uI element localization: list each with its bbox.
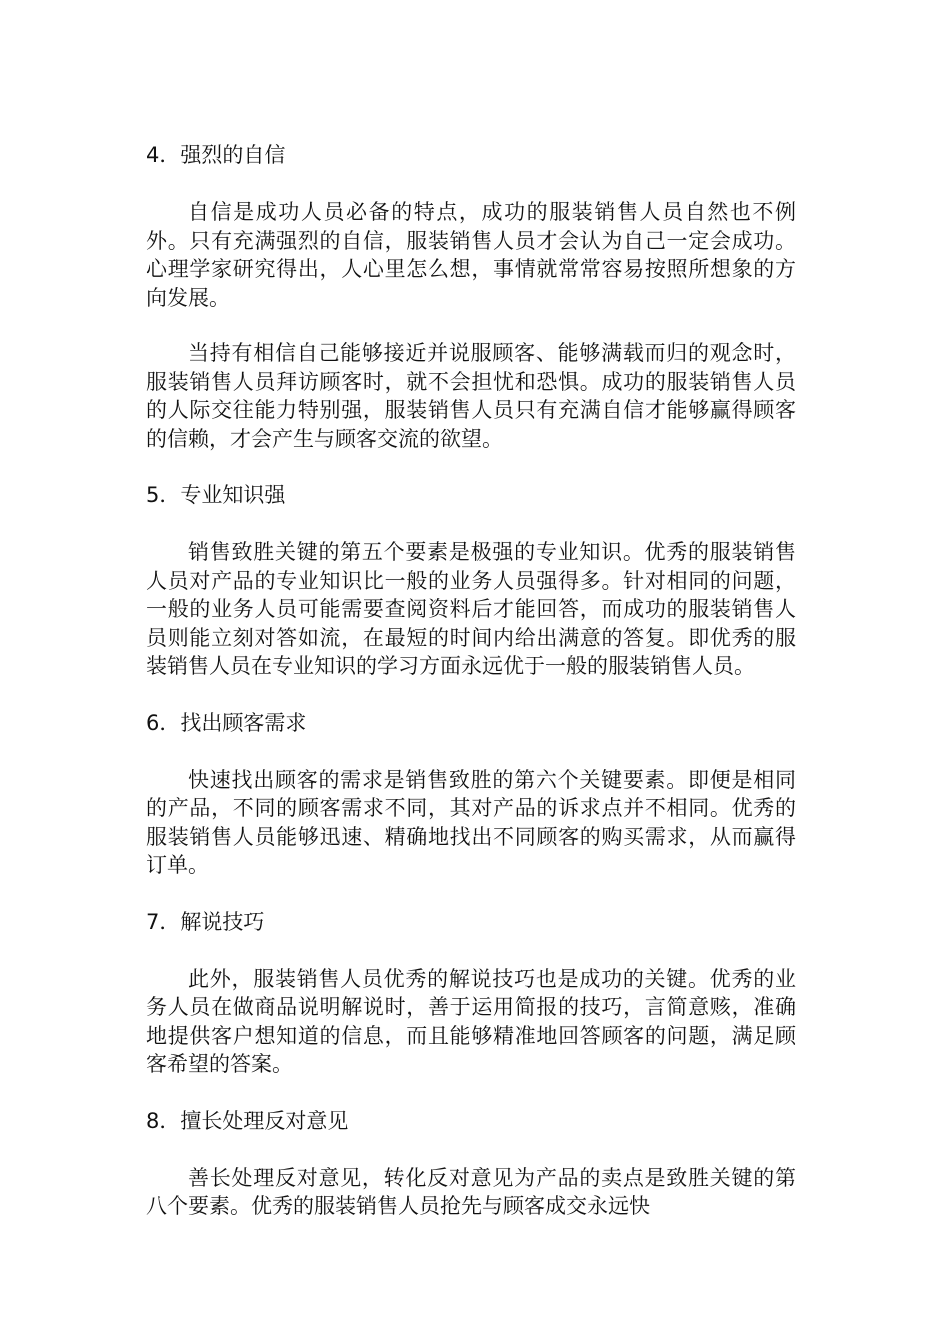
document-page (146, 140, 796, 1248)
paragraph: 销售致胜关键的第五个要素是极强的专业知识。优秀的服装销售人员对产品的专业知识比一般的业务人员强得多。针对相同的问题，一般的业务人员可能需要查阅资料后才能回答，而成功的服装销售人员则能立刻对答如流，在最短的时间内给出满意的答复。即优秀的服装销售人员在专业知识的学习方面永远优于一般的服装销售人员。 (146, 540, 796, 678)
paragraph: 此外，服装销售人员优秀的解说技巧也是成功的关键。优秀的业务人员在做商品说明解说时，善于运用简报的技巧，言简意赅，准确地提供客户想知道的信息，而且能够精准地回答顾客的问题，满足顾客希望的答案。 (146, 966, 796, 1076)
paragraph: 自信是成功人员必备的特点，成功的服装销售人员自然也不例外。只有充满强烈的自信，服装销售人员才会认为自己一定会成功。心理学家研究得出，人心里怎么想，事情就常常容易按照所想象的方向发展。 (146, 200, 796, 310)
section-heading: 4．强烈的自信 (146, 143, 286, 167)
section-presentation-skills (146, 907, 796, 1079)
section-heading: 6．找出顾客需求 (146, 710, 307, 735)
section-handling-objections (146, 1106, 796, 1221)
section-expertise (146, 480, 796, 681)
paragraph: 善长处理反对意见，转化反对意见为产品的卖点是致胜关键的第八个要素。优秀的服装销售人员抢先与顾客成交永远快 (146, 1165, 796, 1218)
paragraph: 当持有相信自己能够接近并说服顾客、能够满载而归的观念时，服装销售人员拜访顾客时，就不会担忧和恐惧。成功的服装销售人员的人际交往能力特别强，服装销售人员只有充满自信才能够赢得顾客的信赖，才会产生与顾客交流的欲望。 (146, 341, 796, 451)
section-confidence (146, 140, 796, 453)
section-heading: 5．专业知识强 (146, 483, 286, 507)
section-heading: 8．擅长处理反对意见 (146, 1108, 349, 1133)
section-heading: 7．解说技巧 (146, 909, 265, 934)
paragraph: 快速找出顾客的需求是销售致胜的第六个关键要素。即便是相同的产品，不同的顾客需求不同，其对产品的诉求点并不相同。优秀的服装销售人员能够迅速、精确地找出不同顾客的购买需求，从而赢得订单。 (146, 767, 796, 877)
section-customer-needs (146, 708, 796, 880)
